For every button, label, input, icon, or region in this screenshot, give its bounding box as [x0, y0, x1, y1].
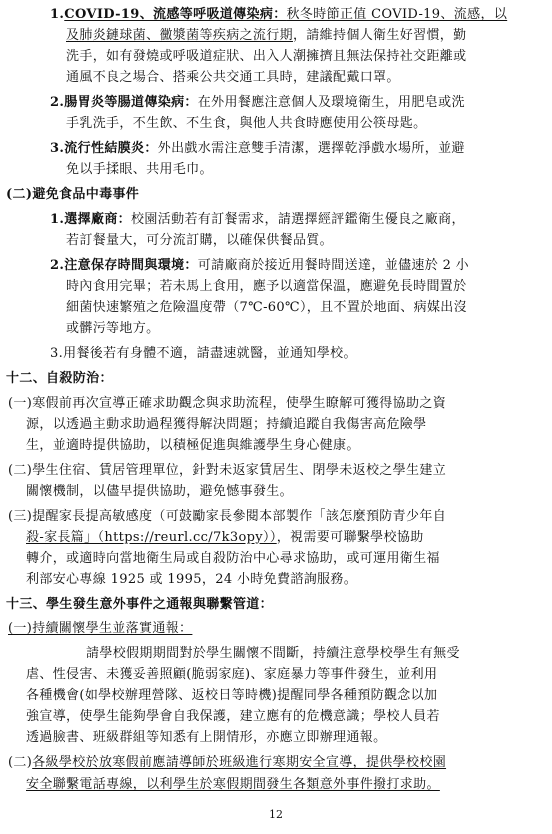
- text-segment: (二)學生住宿、賃居管理單位，針對未返家賃居生、閉學未返校之學生建立: [8, 463, 447, 478]
- text-segment: 通風不良之場合、搭乘公共交通工具時，建議配戴口罩。: [66, 70, 400, 85]
- text-line: [26, 437, 360, 455]
- text-segment: 透過臉書、班級群組等知悉有上開情形，亦應立即辦理通報。: [26, 730, 387, 745]
- text-segment: 可請廠商於接近用餐時間送達，並儘速於 2 小: [197, 258, 470, 273]
- text-segment: 請學校假期期間對於學生關懷不間斷，持續注意學校學生有無受: [86, 646, 460, 661]
- text-line: [8, 395, 446, 413]
- text-line: [6, 370, 113, 388]
- text-line: [26, 776, 440, 794]
- text-line: [6, 186, 139, 204]
- text-segment: (一)寒假前再次宣導正確求助觀念與求助流程，使學生瞭解可獲得協助之資: [8, 396, 447, 411]
- text-segment: COVID-19、流感等呼吸道傳染病：: [64, 7, 287, 22]
- text-line: [66, 27, 467, 45]
- text-segment: 校園活動若有訂餐需求，請選擇經評鑑衛生優良之廠商，: [131, 212, 465, 227]
- text-segment: 若訂餐量大，可分流訂購，以確保供餐品質。: [66, 233, 334, 248]
- text-line: [86, 645, 460, 663]
- text-line: [8, 754, 446, 772]
- text-segment: 2.: [50, 95, 65, 110]
- text-segment: 注意保存時間與環境：: [64, 258, 198, 273]
- text-segment: (二): [8, 755, 33, 770]
- text-line: [6, 596, 273, 614]
- text-line: [26, 708, 440, 726]
- text-segment: 或髒污等地方。: [66, 321, 160, 336]
- text-line: [26, 687, 437, 705]
- text-segment: 強宣導，使學生能夠學會自我保護，建立應有的危機意識；學校人員若: [26, 709, 440, 724]
- text-line: [66, 232, 333, 250]
- text-line: [26, 571, 357, 589]
- text-line: [26, 729, 386, 747]
- text-segment: 安全聯繫電話專線，以利學生於寒假期間發生各類意外事件撥打求助。: [26, 777, 440, 792]
- text-segment: 轉介，或適時向當地衛生局或自殺防治中心尋求協助，或可運用衛生福: [26, 551, 440, 566]
- text-segment: 各級學校於放寒假前應請導師於班級進行寒期安全宣導，提供學校校園: [32, 755, 447, 770]
- text-line: [50, 345, 357, 363]
- text-line: [50, 94, 465, 112]
- text-line: [50, 257, 469, 275]
- text-line: [66, 320, 159, 338]
- page-number: 12: [269, 808, 283, 821]
- text-segment: 1.: [50, 212, 65, 227]
- text-line: [50, 140, 465, 158]
- text-line: [66, 161, 213, 179]
- text-segment: 洗手，如有發燒或呼吸道症狀、出入人潮擁擠且無法保持社交距離或: [66, 49, 467, 64]
- text-line: [26, 529, 424, 547]
- text-segment: 殺-家長篇」（https://reurl.cc/7k3opy））: [26, 530, 277, 545]
- text-line: [50, 211, 465, 229]
- text-segment: 腸胃炎等腸道傳染病：: [64, 95, 198, 110]
- text-line: [66, 115, 426, 133]
- text-segment: 免以手揉眼、共用毛巾。: [66, 162, 213, 177]
- text-segment: 虐、性侵害、未獲妥善照顧(脆弱家庭)、家庭暴力等事件發生，並利用: [26, 667, 438, 682]
- text-line: [26, 483, 293, 501]
- text-segment: 十三、學生發生意外事件之通報與聯繫管道：: [6, 597, 274, 612]
- text-segment: 及肺炎鏈球菌、黴漿菌等疾病之流行期: [66, 28, 293, 43]
- text-segment: 十二、自殺防治：: [6, 371, 113, 386]
- text-segment: ，請維持個人衛生好習慣，勤: [292, 28, 467, 43]
- text-segment: (二)避免食品中毒事件: [6, 187, 140, 202]
- text-line: [66, 299, 467, 317]
- text-segment: 流行性結膜炎：: [64, 141, 158, 156]
- text-segment: (三)提醒家長提高敏感度（可鼓勵家長參閱本部製作「該怎麼預防青少年自: [8, 509, 447, 524]
- text-segment: (一)持續關懷學生並落實通報：: [8, 621, 193, 636]
- text-line: [26, 416, 427, 434]
- text-segment: 各種機會(如學校辦理營隊、返校日等時機)提醒同學各種預防觀念以加: [26, 688, 438, 703]
- text-segment: 外出戲水需注意雙手清潔，選擇乾淨戲水場所，並避: [157, 141, 465, 156]
- text-line: [8, 462, 446, 480]
- text-line: [66, 69, 400, 87]
- text-segment: 秋冬時節正值 COVID-19、流感，以: [286, 7, 508, 22]
- text-line: [8, 508, 446, 526]
- text-segment: 關懷機制，以儘早提供協助，避免憾事發生。: [26, 484, 294, 499]
- text-line: [66, 48, 467, 66]
- text-segment: 2.: [50, 258, 65, 273]
- text-segment: 利部安心專線 1925 或 1995，24 小時免費諮詢服務。: [26, 572, 358, 587]
- text-line: [26, 550, 440, 568]
- text-segment: 時內食用完畢；若未馬上食用，應予以適當保溫，應避免長時間置於: [66, 279, 467, 294]
- text-line: [66, 278, 467, 296]
- text-segment: 細菌快速繁殖之危險溫度帶（7℃-60℃），且不置於地面、病媒出沒: [66, 300, 467, 315]
- text-segment: 選擇廠商：: [64, 212, 132, 227]
- text-line: [50, 6, 507, 24]
- text-segment: 在外用餐應注意個人及環境衛生，用肥皂或洗: [197, 95, 465, 110]
- text-segment: 源，以透過主動求助過程獲得解決問題；持續追蹤自我傷害高危險學: [26, 417, 427, 432]
- text-segment: 手乳洗手，不生飲、不生食，與他人共食時應使用公筷母匙。: [66, 116, 427, 131]
- text-segment: ，視需要可聯繫學校協助: [276, 530, 424, 545]
- text-line: [26, 666, 437, 684]
- text-segment: 1.: [50, 7, 65, 22]
- text-segment: 生，並適時提供協助，以積極促進與維護學生身心健康。: [26, 438, 360, 453]
- text-line: [8, 620, 192, 638]
- text-segment: 3.: [50, 141, 65, 156]
- text-segment: 3.用餐後若有身體不適，請盡速就醫，並通知學校。: [50, 346, 357, 361]
